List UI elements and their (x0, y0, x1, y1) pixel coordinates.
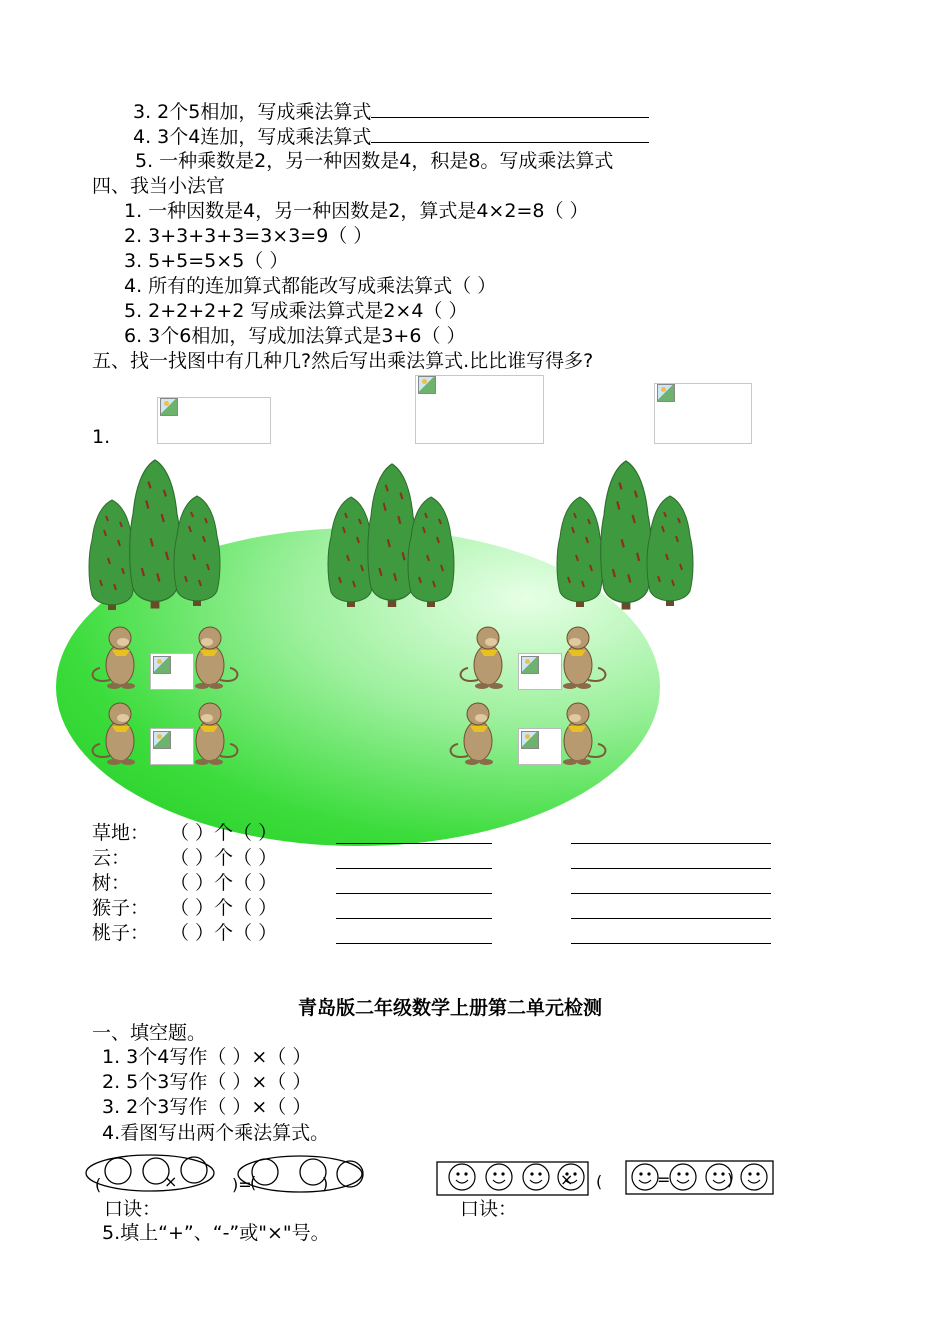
circle-icon (105, 1158, 131, 1184)
smiley-icon (670, 1164, 696, 1190)
count-row-label: 桃子： (92, 922, 150, 944)
circle-icon (337, 1161, 363, 1187)
smiley-icon (523, 1164, 549, 1190)
fig-mark: ( (95, 1175, 102, 1194)
section5-item-label: 1. (92, 426, 111, 448)
fill-item-3: 3. 2个3写作（ ）×（ ） (102, 1096, 312, 1118)
fig-mark: × (560, 1170, 574, 1189)
s3-item-5: 5. 一种乘数是2，另一种因数是4，积是8。写成乘法算式 (135, 150, 614, 172)
judge-item-1: 1. 一种因数是4，另一种因数是2，算式是4×2=8（ ） (124, 200, 589, 222)
smiley-icon (632, 1164, 658, 1190)
kouju-right: 口诀： (460, 1198, 518, 1220)
count-row-blanks[interactable]: （ ）个（ ） (170, 872, 278, 894)
count-row-blanks[interactable]: （ ）个（ ） (170, 847, 278, 869)
count-row-blanks[interactable]: （ ）个（ ） (170, 822, 278, 844)
fig-mark: = (657, 1170, 671, 1189)
fig-mark: ) (727, 1170, 734, 1189)
fig-mark: )= (232, 1175, 252, 1194)
section4-heading: 四、我当小法官 (92, 175, 226, 197)
judge-item-6: 6. 3个6相加，写成加法算式是3+6（ ） (124, 325, 466, 347)
fill-blank-heading: 一、填空题。 (92, 1022, 207, 1044)
judge-item-4: 4. 所有的连加算式都能改写成乘法算式（ ） (124, 275, 497, 297)
s3-item-4-text: 4. 3个4连加，写成乘法算式 (133, 126, 372, 148)
test-title: 青岛版二年级数学上册第二单元检测 (298, 997, 603, 1019)
judge-item-5: 5. 2+2+2+2 写成乘法算式是2×4（ ） (124, 300, 468, 322)
fill-item-5: 5.填上“+”、“-”或"×"号。 (102, 1222, 330, 1244)
circle-icon (181, 1157, 207, 1183)
fig-mark: ( (596, 1172, 603, 1191)
section5-heading: 五、找一找图中有几种几?然后写出乘法算式.比比谁写得多? (92, 350, 594, 372)
count-row-label: 草地： (92, 822, 150, 844)
fig-mark: ( (250, 1173, 257, 1192)
fill-item-4: 4.看图写出两个乘法算式。 (102, 1122, 330, 1144)
smiley-icon (486, 1164, 512, 1190)
judge-item-2: 2. 3+3+3+3=3×3=9（ ） (124, 225, 373, 247)
count-row-label: 树： (92, 872, 131, 894)
count-row-label: 云： (92, 847, 131, 869)
judge-item-3: 3. 5+5=5×5（ ） (124, 250, 289, 272)
smiley-icon (741, 1164, 767, 1190)
fig-mark: × (164, 1172, 178, 1191)
fig-mark: ) (322, 1174, 329, 1193)
count-row-blanks[interactable]: （ ）个（ ） (170, 922, 278, 944)
s3-item-3-text: 3. 2个5相加，写成乘法算式 (133, 101, 372, 123)
count-row-label: 猴子： (92, 897, 150, 919)
fill-item-1: 1. 3个4写作（ ）×（ ） (102, 1046, 312, 1068)
smiley-icon (449, 1164, 475, 1190)
count-row-blanks[interactable]: （ ）个（ ） (170, 897, 278, 919)
fill-item-2: 2. 5个3写作（ ）×（ ） (102, 1071, 312, 1093)
kouju-left: 口诀： (104, 1198, 162, 1220)
